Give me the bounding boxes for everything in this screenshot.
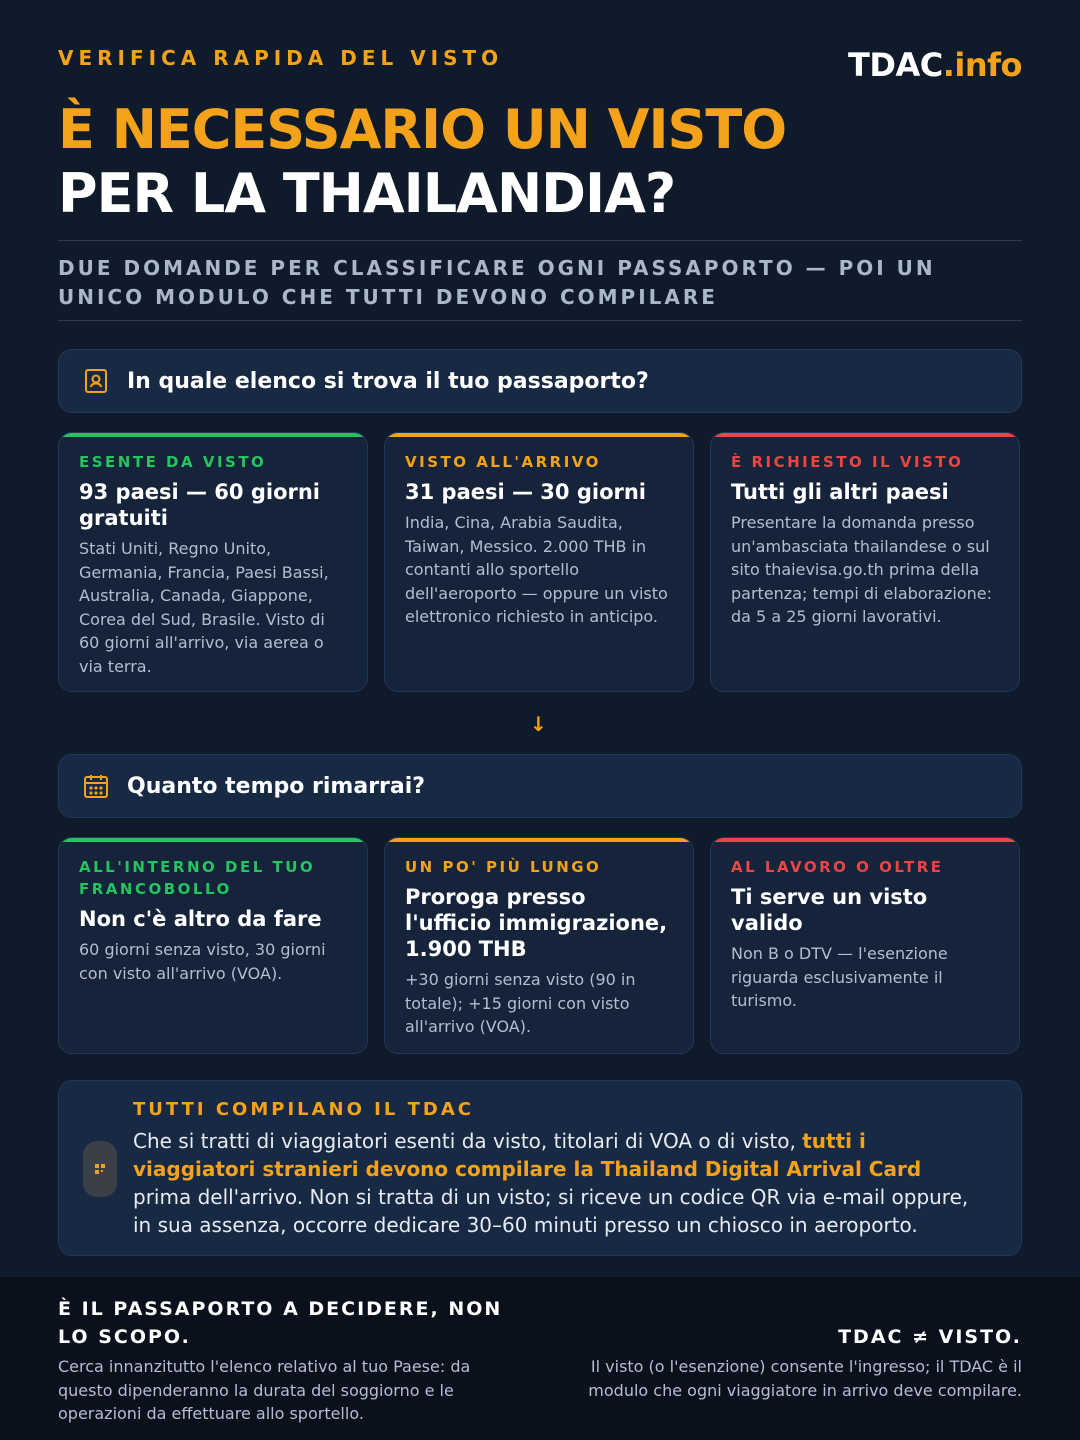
card-body: India, Cina, Arabia Saudita, Taiwan, Messico. 2.000 THB in contanti allo sportello dell'aeroporto — oppure un visto elettronico richiesto in anticipo.: [405, 513, 668, 626]
card-visa-on-arrival: [384, 432, 694, 692]
card-label: UN PO' PIÙ LUNGO: [405, 858, 602, 876]
card-work-or-beyond: [710, 837, 1020, 1054]
question-text: In quale elenco si trova il tuo passaporto?: [127, 368, 649, 394]
brand-suffix: .info: [942, 46, 1022, 84]
tdac-label: TUTTI COMPILANO IL TDAC: [133, 1099, 474, 1120]
card-label: VISTO ALL'ARRIVO: [405, 453, 601, 471]
card-label: È RICHIESTO IL VISTO: [731, 453, 964, 471]
card-within-stamp: [58, 837, 368, 1054]
card-label: AL LAVORO O OLTRE: [731, 858, 944, 876]
footer: [0, 1277, 1080, 1440]
passport-icon: [83, 368, 109, 394]
tdac-text-before: Che si tratti di viaggiatori esenti da visto, titolari di VOA o di visto,: [133, 1129, 803, 1153]
tdac-callout: [58, 1080, 1022, 1256]
tdac-text: [133, 1127, 981, 1239]
card-heading: Ti serve un visto valido: [731, 885, 928, 935]
footer-right: [552, 1323, 1022, 1402]
footer-right-text: Il visto (o l'esenzione) consente l'ingresso; il TDAC è il modulo che ogni viaggiatore in arrivo deve compilare.: [588, 1357, 1022, 1400]
brand-logo[interactable]: [848, 46, 1022, 84]
question-text: Quanto tempo rimarrai?: [127, 773, 426, 799]
tdac-text-highlight: tutti i viaggiatori stranieri devono compilare la Thailand Digital Arrival Card: [133, 1129, 922, 1181]
divider: [58, 320, 1022, 321]
arrow-down-icon: ↓: [530, 712, 547, 736]
card-body: 60 giorni senza visto, 30 giorni con visto all'arrivo (VOA).: [79, 940, 326, 983]
footer-right-heading: TDAC ≠ VISTO.: [838, 1326, 1022, 1348]
card-body: Stati Uniti, Regno Unito, Germania, Francia, Paesi Bassi, Australia, Canada, Giappone, Corea del Sud, Brasile. Visto di 60 giorni all'arrivo, via aerea o via terra.: [79, 539, 329, 676]
title-line-2: PER LA THAILANDIA?: [58, 162, 676, 225]
subtitle: DUE DOMANDE PER CLASSIFICARE OGNI PASSAPORTO — POI UN UNICO MODULO CHE TUTTI DEVONO COMPILARE: [58, 256, 936, 309]
card-a-bit-longer: [384, 837, 694, 1054]
card-body: Presentare la domanda presso un'ambasciata thailandese o sul sito thaievisa.go.th prima della partenza; tempi di elaborazione: da 5 a 25 giorni lavorativi.: [731, 513, 992, 626]
footer-left-text: Cerca innanzitutto l'elenco relativo al tuo Paese: da questo dipenderanno la durata del soggiorno e le operazioni da effettuare allo sportello.: [58, 1357, 471, 1423]
card-label: ALL'INTERNO DEL TUO FRANCOBOLLO: [79, 858, 316, 898]
divider: [58, 240, 1022, 241]
question-passport-list: [58, 349, 1022, 413]
question-stay-length: [58, 754, 1022, 818]
footer-left: [58, 1295, 528, 1426]
card-heading: Tutti gli altri paesi: [731, 480, 949, 504]
brand-main: TDAC: [848, 46, 943, 84]
title-line-1: È NECESSARIO UN VISTO: [58, 98, 787, 161]
card-body: Non B o DTV — l'esenzione riguarda esclusivamente il turismo.: [731, 944, 948, 1010]
card-heading: Proroga presso l'ufficio immigrazione, 1.900 THB: [405, 885, 668, 961]
card-visa-exempt: [58, 432, 368, 692]
footer-left-heading: È IL PASSAPORTO A DECIDERE, NON LO SCOPO.: [58, 1298, 503, 1348]
card-label: ESENTE DA VISTO: [79, 453, 267, 471]
calendar-icon: [83, 773, 109, 799]
card-visa-required: [710, 432, 1020, 692]
kicker: VERIFICA RAPIDA DEL VISTO: [58, 46, 504, 70]
page-title: [58, 98, 786, 226]
qr-code-icon: [83, 1141, 117, 1197]
card-body: +30 giorni senza visto (90 in totale); +15 giorni con visto all'arrivo (VOA).: [405, 970, 636, 1036]
card-heading: Non c'è altro da fare: [79, 907, 322, 931]
card-heading: 31 paesi — 30 giorni: [405, 480, 646, 504]
tdac-text-after: prima dell'arrivo. Non si tratta di un visto; si riceve un codice QR via e-mail oppure, in sua assenza, occorre dedicare 30–60 minuti presso un chiosco in aeroporto.: [133, 1185, 969, 1237]
card-heading: 93 paesi — 60 giorni gratuiti: [79, 480, 320, 530]
